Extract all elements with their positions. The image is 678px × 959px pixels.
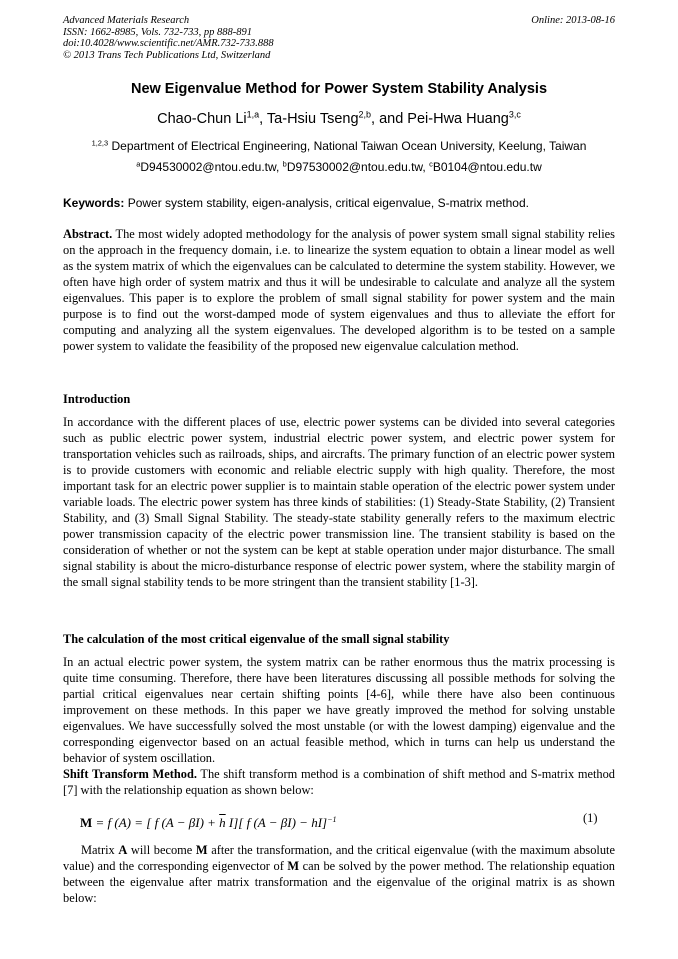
author-1: Chao-Chun Li	[157, 111, 247, 127]
author-1-sup: 1,a	[246, 109, 260, 120]
equation-1	[80, 815, 337, 831]
email-1-sup: a	[136, 159, 141, 169]
email-2-sup: b	[282, 159, 287, 169]
equation-number: (1)	[583, 811, 598, 825]
author-2: , Ta-Hsiu Tseng	[259, 111, 359, 127]
affiliation	[0, 139, 678, 153]
section2-heading: The calculation of the most critical eigenvalue of the small signal stability	[63, 632, 450, 646]
section2-text: In an actual electric power system, the system matrix can be rather enormous thus the matrix processing is quite time consuming. Therefore, there have been literatures discussing all possible methods for solving the partial critical eigenvalues near certain shifting points [4-6], while there have also been continuous improvement on these methods. In this paper we have greatly improved the method for solving unstable eigenvalues. We have successfully solved the most unstable (or with the lowest damping) eigenvalue and the corresponding eigenvector based on an actual feasible method, which in turns can help us understand the behavior of system oscillation.	[63, 655, 615, 765]
issn: ISSN: 1662-8985, Vols. 732-733, pp 888-891	[63, 26, 252, 38]
abstract	[63, 226, 615, 354]
email-2: D97530002@ntou.edu.tw,	[286, 160, 430, 174]
after-eq-text-1: Matrix	[81, 843, 115, 857]
after-equation-paragraph	[63, 842, 615, 906]
paper-title: New Eigenvalue Method for Power System Stability Analysis	[130, 81, 548, 97]
author-list	[0, 111, 678, 127]
doi: doi:10.4028/www.scientific.net/AMR.732-733.888	[63, 38, 274, 49]
author-3-sup: 3,c	[508, 109, 521, 120]
keywords-label: Keywords:	[63, 196, 125, 210]
email-list	[0, 160, 678, 174]
intro-heading: Introduction	[63, 392, 131, 406]
eq-mid2: I][ f (A − βI) − hI]	[225, 815, 328, 830]
affiliation-text: Department of Electrical Engineering, National Taiwan Ocean University, Keelung, Taiwan	[108, 139, 587, 153]
matrix-m-2: M	[287, 859, 300, 873]
shift-text: The shift transform method is a combination of shift method and S-matrix method [7] with the relationship equation as shown below:	[63, 767, 615, 797]
author-2-sup: 2,b	[358, 109, 372, 120]
email-3: B0104@ntou.edu.tw	[432, 160, 542, 174]
abstract-text: The most widely adopted methodology for the analysis of power system small signal stability relies on the approach in the frequency domain, i.e. to linearize the system equation to obtain a linear model as well as the system matrix of which the eigenvalues can be calculated to determine the system stability. However, we often have high order of system matrix and thus it will be undesirable to calculate and analyze all the system eigenvalues. This paper is to explore the problem of small signal stability for power system and the main purpose is to find out the worst-damped mode of system eigenvalues and thus to alleviate the effort for computing and analyzing all the system eigenvalues. The developed algorithm is to be tested on a sample power system to validate the feasibility of the proposed new eigenvalue calculation method.	[63, 227, 615, 353]
copyright: © 2013 Trans Tech Publications Ltd, Switzerland	[63, 49, 271, 61]
email-3-sup: c	[429, 159, 433, 169]
after-eq-text-3: after the transformation, and the critical eigenvalue (with the maximum absolute value) and the corresponding eigenvector of	[63, 843, 615, 873]
after-eq-text-4: can be solved by the power method. The relationship equation between the eigenvalue after matrix transformation and the eigenvalue of the original matrix is as shown below:	[63, 859, 615, 905]
after-eq-text-2: will become	[127, 843, 196, 857]
eq-hbar: $\overline{h}$	[219, 815, 226, 830]
email-1: D94530002@ntou.edu.tw,	[140, 160, 283, 174]
journal-name: Advanced Materials Research	[63, 15, 190, 26]
abstract-label: Abstract.	[63, 227, 113, 241]
shift-label: Shift Transform Method.	[63, 767, 197, 781]
eq-lhs: M	[80, 815, 93, 830]
intro-paragraph: In accordance with the different places of use, electric power systems can be divided into several categories such as public electric power system, industrial electric power system, and electric power system for transportation vehicles such as railroads, ships, and aircrafts. The primary function of an electric power system is to provide customers with economic and reliable electric supply with high quality. Therefore, the most important task for an electric power supplier is to maintain stable operation of the electric power system under variable loads. The electric power system has three kinds of stabilities: (1) Steady-State Stability, (2) Transient Stability, and (3) Small Signal Stability. The steady-state stability generally refers to the maximum electric power transmission capacity of the electric power transmission line. The transient stability is based on the consideration of whether or not the system can be kept at stable operation under major disturbance. The small signal stability is about the micro-disturbance response of electric power system, where the stability margin of the small signal stability tends to be more stringent than the transient stability [1-3].	[63, 415, 615, 589]
eq-mid: = f (A) = [ f (A − βI) +	[92, 815, 220, 830]
online-date: Online: 2013-08-16	[531, 15, 615, 26]
section2-paragraph	[63, 654, 615, 798]
matrix-a: A	[118, 843, 128, 857]
author-3: , and Pei-Hwa Huang	[371, 111, 509, 127]
journal-header	[63, 15, 615, 61]
keywords-text: Power system stability, eigen-analysis, critical eigenvalue, S-matrix method.	[124, 196, 529, 210]
keywords	[63, 196, 615, 210]
matrix-m-1: M	[195, 843, 208, 857]
affiliation-sup: 1,2,3	[91, 138, 109, 148]
eq-sup: −1	[327, 815, 337, 825]
